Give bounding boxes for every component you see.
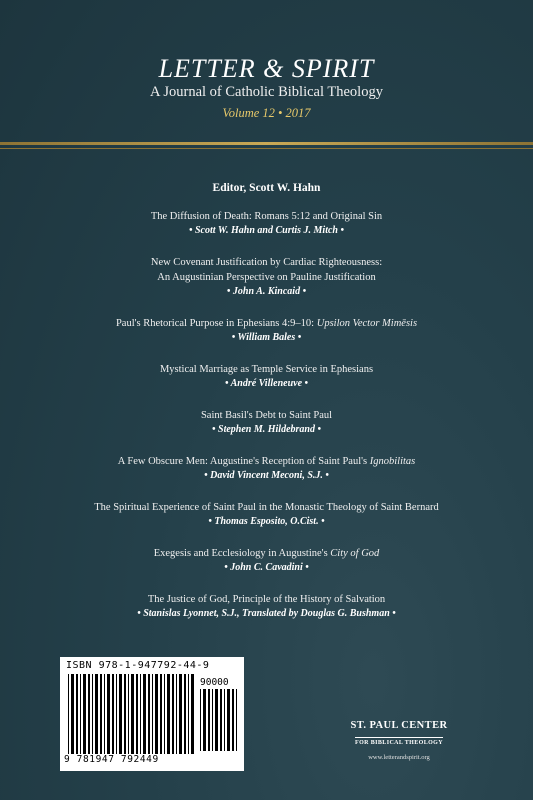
- article-title: Paul's Rhetorical Purpose in Ephesians 4:9–10: Upsilon Vector Mimēsis: [115, 318, 418, 329]
- barcode-bar: [80, 674, 81, 754]
- article-title: The Spiritual Experience of Saint Paul in the Monastic Theology of Saint Bernard: [94, 502, 439, 513]
- article-author: • David Vincent Meconi, S.J. •: [204, 470, 329, 481]
- barcode-bar: [112, 674, 114, 754]
- barcode-bar: [140, 674, 141, 754]
- barcode-bar: [191, 674, 194, 754]
- article-author: • John C. Cavadini •: [224, 562, 309, 573]
- article-author: • William Bales •: [231, 332, 302, 343]
- article-item: [0, 362, 533, 391]
- article-item: [0, 454, 533, 483]
- barcode-bar: [203, 689, 206, 751]
- editor-line: Editor, Scott W. Hahn: [212, 182, 321, 194]
- barcode-bar: [176, 674, 177, 754]
- article-author: • Scott W. Hahn and Curtis J. Mitch •: [188, 225, 344, 236]
- barcode-bar: [232, 689, 234, 751]
- barcode-bar: [160, 674, 162, 754]
- isbn-barcode: [60, 657, 244, 771]
- publisher-subname: FOR BIBLICAL THEOLOGY: [355, 737, 443, 747]
- article-item: [0, 546, 533, 575]
- gold-rule: [0, 142, 533, 145]
- article-title: Saint Basil's Debt to Saint Paul: [200, 410, 333, 421]
- article-title: A Few Obscure Men: Augustine's Reception of Saint Paul's Ignobilitas: [117, 456, 416, 467]
- barcode-bar: [71, 674, 74, 754]
- article-title: New Covenant Justification by Cardiac Righteousness:: [150, 257, 383, 268]
- article-title: The Justice of God, Principle of the History of Salvation: [147, 594, 386, 605]
- barcode-bar: [227, 689, 230, 751]
- barcode-bar: [220, 689, 222, 751]
- barcode-bar: [172, 674, 174, 754]
- publisher-website: www.letterandspirit.org: [368, 754, 430, 761]
- article-item: [0, 408, 533, 437]
- article-author: • John A. Kincaid •: [226, 286, 307, 297]
- barcode-bar: [164, 674, 165, 754]
- journal-title: LETTER & SPIRIT: [158, 54, 375, 83]
- barcode-bar: [116, 674, 117, 754]
- barcode-bars: [68, 674, 196, 754]
- article-item: [0, 209, 533, 238]
- barcode-bar: [155, 674, 158, 754]
- article-title-line2: An Augustinian Perspective on Pauline Justification: [157, 272, 376, 283]
- barcode-bar: [152, 674, 153, 754]
- barcode-bar: [76, 674, 78, 754]
- barcode-bar: [119, 674, 122, 754]
- article-author: • Stephen M. Hildebrand •: [212, 424, 321, 435]
- article-author: • Stanislas Lyonnet, S.J., Translated by Douglas G. Bushman •: [137, 608, 396, 619]
- barcode-bar: [92, 674, 93, 754]
- article-list: [0, 209, 533, 638]
- barcode-bar: [188, 674, 189, 754]
- article-item: [0, 500, 533, 529]
- publisher-name: ST. PAUL CENTER: [350, 720, 448, 731]
- barcode-bar: [95, 674, 98, 754]
- barcode-bar: [124, 674, 126, 754]
- barcode-bar: [184, 674, 186, 754]
- barcode-bar: [208, 689, 210, 751]
- article-item: [0, 255, 533, 299]
- barcode-bar: [136, 674, 138, 754]
- article-author: • Thomas Esposito, O.Cist. •: [208, 516, 325, 527]
- barcode-bar: [100, 674, 102, 754]
- barcode-bar: [167, 674, 170, 754]
- article-title: Exegesis and Ecclesiology in Augustine's City of God: [153, 548, 380, 559]
- barcode-bar: [179, 674, 182, 754]
- article-author: • André Villeneuve •: [224, 378, 309, 389]
- barcode-bar: [107, 674, 110, 754]
- isbn-text: ISBN 978-1-947792-44-9: [66, 660, 210, 671]
- barcode-bar: [88, 674, 90, 754]
- barcode-bar: [212, 689, 213, 751]
- price-code: 90000: [200, 677, 229, 688]
- barcode-digits: 9 781947 792449: [64, 754, 159, 765]
- price-barcode-bars: [200, 689, 238, 751]
- barcode-bar: [83, 674, 86, 754]
- barcode-bar: [68, 674, 69, 754]
- barcode-bar: [143, 674, 146, 754]
- barcode-bar: [148, 674, 150, 754]
- publisher-logo: [334, 720, 464, 761]
- barcode-bar: [131, 674, 134, 754]
- article-title: The Diffusion of Death: Romans 5:12 and Original Sin: [150, 211, 383, 222]
- volume-line: Volume 12 • 2017: [222, 106, 311, 120]
- barcode-bar: [215, 689, 218, 751]
- barcode-bar: [200, 689, 201, 751]
- journal-subtitle: A Journal of Catholic Biblical Theology: [150, 84, 383, 100]
- barcode-bar: [236, 689, 237, 751]
- gold-rule-thin: [0, 148, 533, 149]
- barcode-bar: [128, 674, 129, 754]
- article-title: Mystical Marriage as Temple Service in Ephesians: [159, 364, 374, 375]
- article-item: [0, 592, 533, 621]
- barcode-bar: [224, 689, 225, 751]
- barcode-bar: [104, 674, 105, 754]
- article-item: [0, 316, 533, 345]
